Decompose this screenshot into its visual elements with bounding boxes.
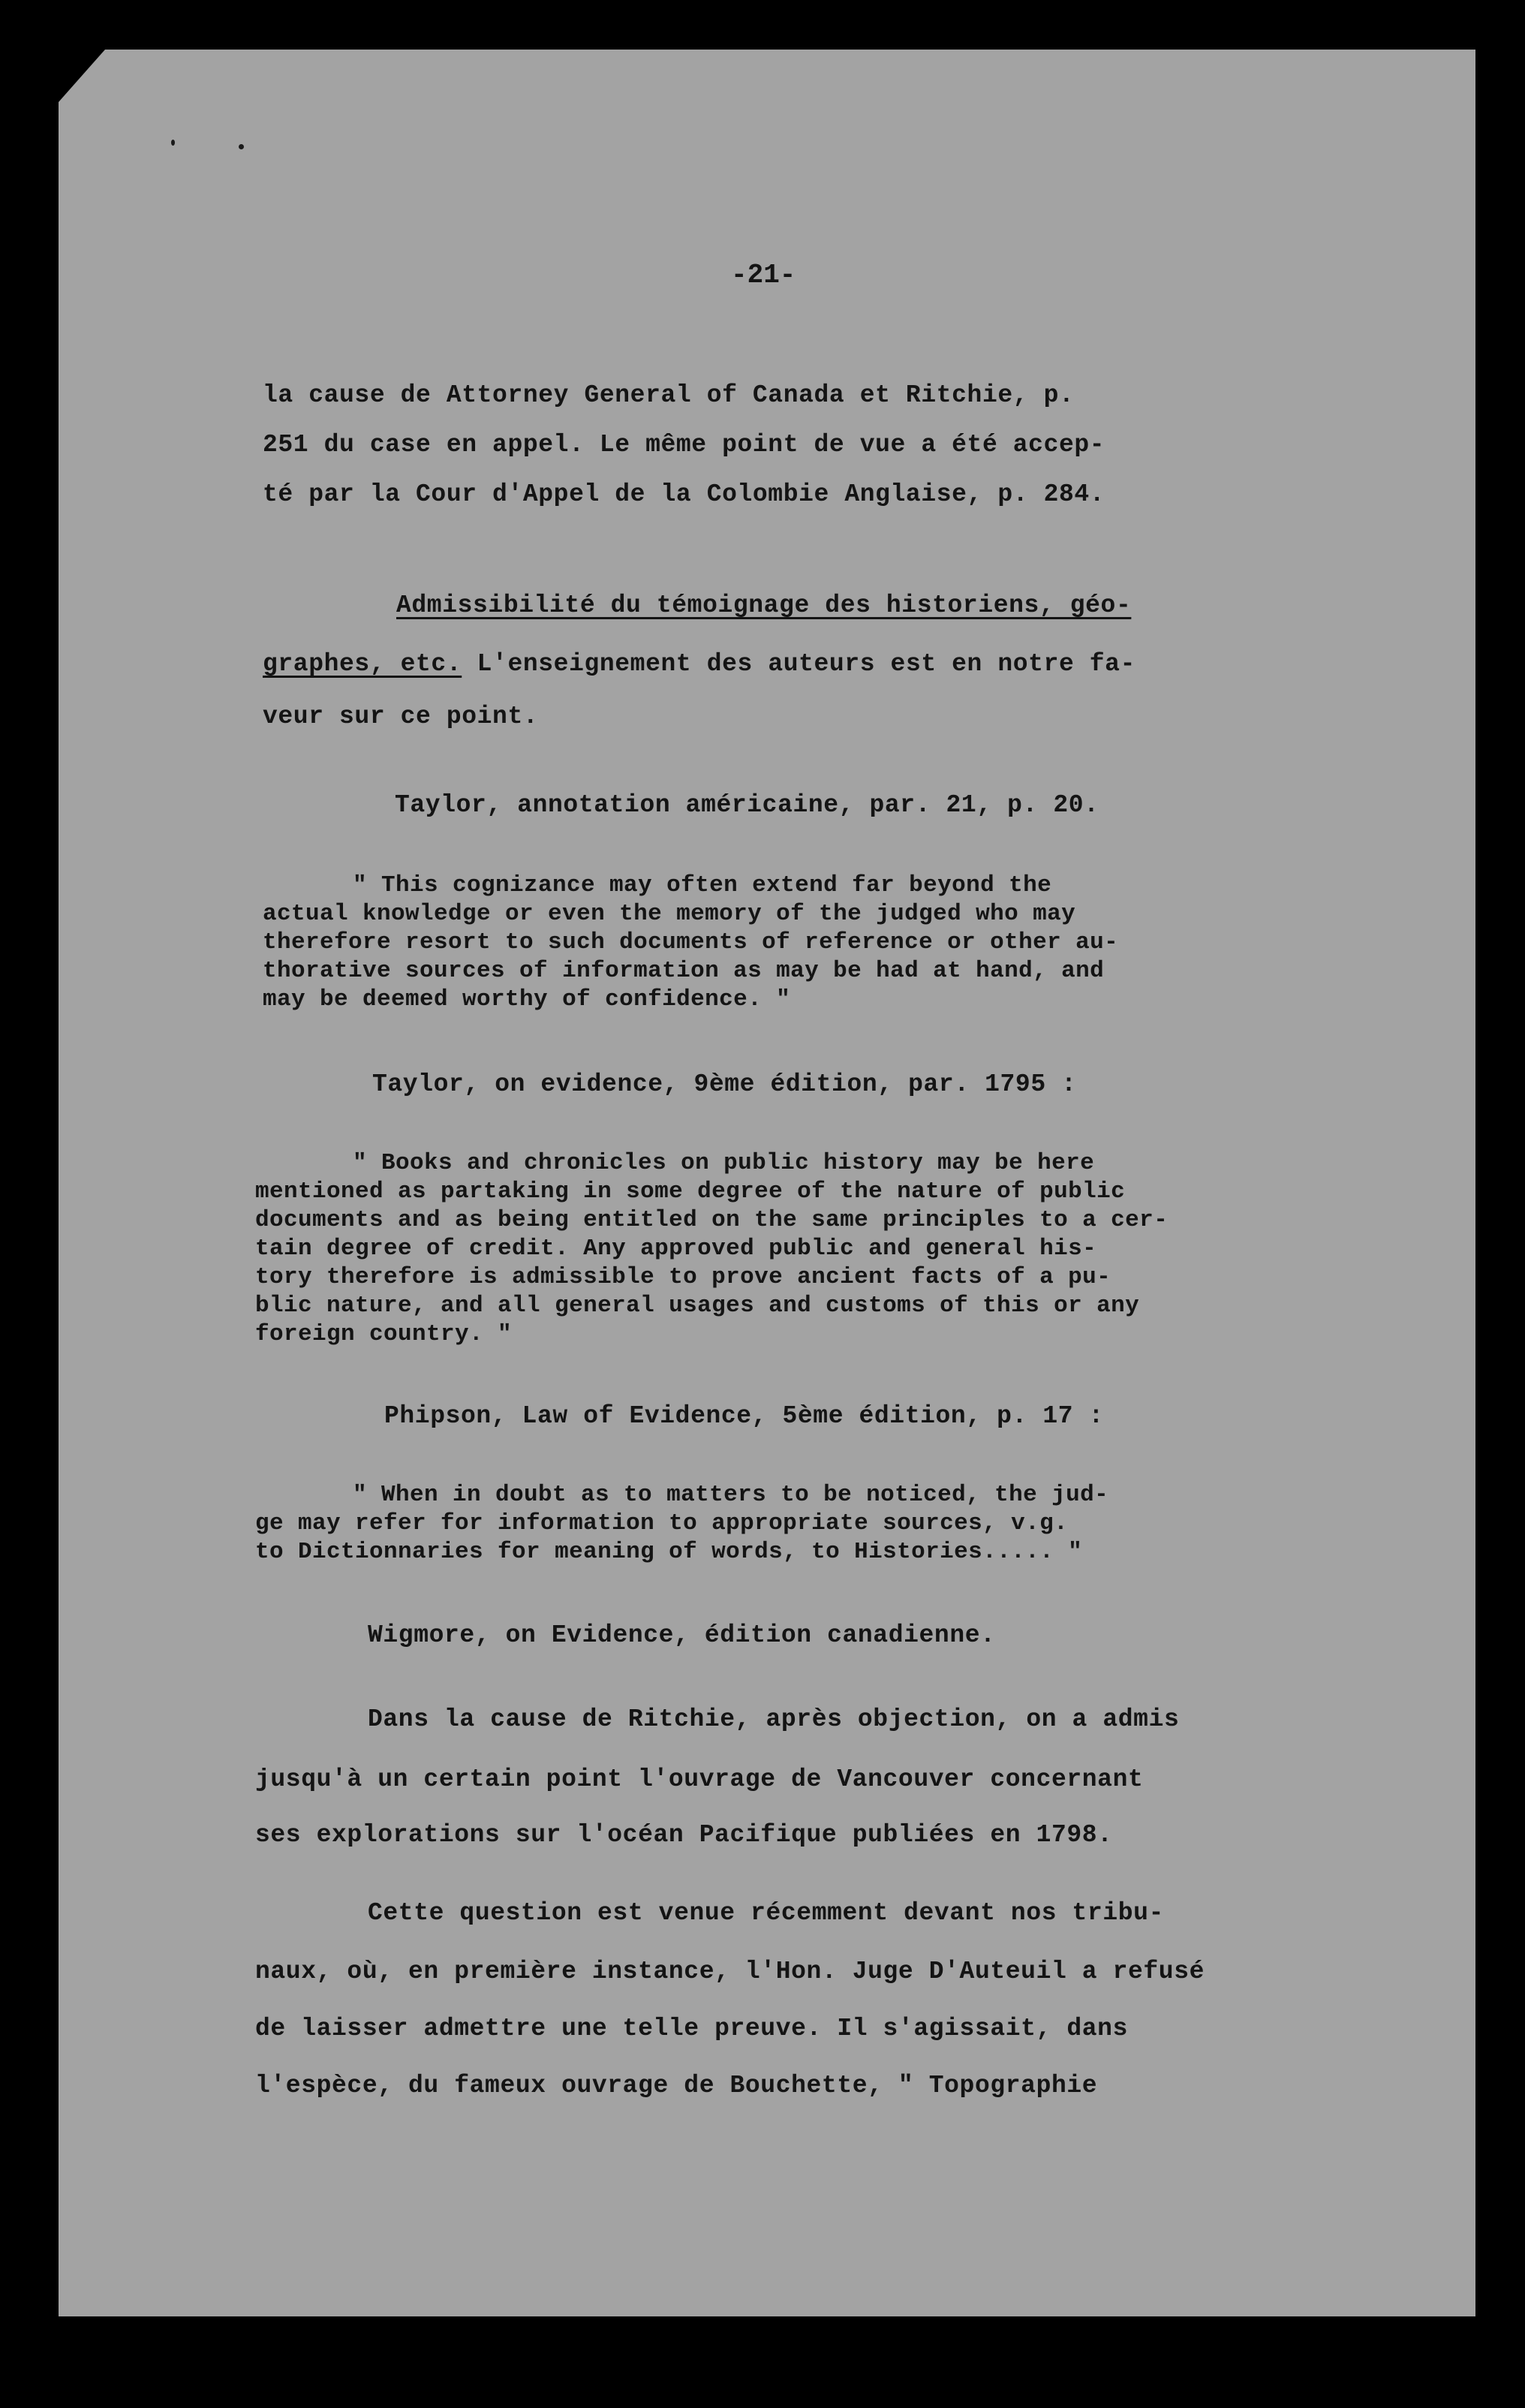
page-number: -21-: [731, 260, 796, 290]
quote-line: " This cognizance may often extend far beyond the: [353, 872, 1052, 898]
quote-line: tain degree of credit. Any approved public and general his-: [255, 1236, 1097, 1262]
quote-line: ge may refer for information to appropriate sources, v.g.: [255, 1510, 1069, 1537]
ink-speck: [239, 144, 244, 149]
paragraph-line: l'espèce, du fameux ouvrage de Bouchette, " Topographie: [255, 2072, 1098, 2099]
section-heading-underlined: graphes, etc.: [263, 650, 462, 678]
paragraph-line: la cause de Attorney General of Canada et Ritchie, p.: [263, 381, 1075, 409]
citation: Taylor, on evidence, 9ème édition, par. 1795 :: [372, 1070, 1077, 1098]
quote-line: foreign country. ": [255, 1321, 513, 1347]
quote-line: mentioned as partaking in some degree of the nature of public: [255, 1178, 1126, 1205]
paragraph-line: 251 du case en appel. Le même point de vue a été accep-: [263, 431, 1105, 459]
quote-line: blic nature, and all general usages and customs of this or any: [255, 1293, 1140, 1319]
quote-line: " When in doubt as to matters to be noticed, the jud-: [353, 1482, 1109, 1508]
paragraph-line: té par la Cour d'Appel de la Colombie Anglaise, p. 284.: [263, 480, 1105, 508]
paragraph-line: Dans la cause de Ritchie, après objection, on a admis: [368, 1705, 1180, 1733]
quote-line: may be deemed worthy of confidence. ": [263, 986, 791, 1013]
citation: Phipson, Law of Evidence, 5ème édition, p. 17 :: [384, 1402, 1104, 1430]
paragraph-line: veur sur ce point.: [263, 703, 539, 730]
quote-line: tory therefore is admissible to prove ancient facts of a pu-: [255, 1264, 1111, 1290]
section-heading-rest: L'enseignement des auteurs est en notre fa-: [462, 650, 1135, 678]
quote-line: documents and as being entitled on the same principles to a cer-: [255, 1207, 1169, 1233]
paragraph-line: ses explorations sur l'océan Pacifique publiées en 1798.: [255, 1821, 1113, 1849]
quote-line: to Dictionnaries for meaning of words, to Histories..... ": [255, 1539, 1083, 1565]
quote-line: actual knowledge or even the memory of the judged who may: [263, 901, 1076, 927]
paragraph-line: jusqu'à un certain point l'ouvrage de Vancouver concernant: [255, 1765, 1144, 1793]
section-heading: Admissibilité du témoignage des historiens, géo-: [396, 591, 1132, 619]
paragraph-line: naux, où, en première instance, l'Hon. Juge D'Auteuil a refusé: [255, 1958, 1205, 1985]
section-heading-line: [263, 650, 1135, 678]
quote-line: thorative sources of information as may be had at hand, and: [263, 958, 1105, 984]
paragraph-line: Cette question est venue récemment devant nos tribu-: [368, 1899, 1164, 1927]
citation: Taylor, annotation américaine, par. 21, p. 20.: [395, 791, 1099, 819]
ink-speck: [171, 140, 175, 146]
quote-line: therefore resort to such documents of reference or other au-: [263, 929, 1119, 956]
citation: Wigmore, on Evidence, édition canadienne.: [368, 1621, 996, 1649]
quote-line: " Books and chronicles on public history may be here: [353, 1150, 1095, 1176]
paragraph-line: de laisser admettre une telle preuve. Il s'agissait, dans: [255, 2015, 1128, 2042]
